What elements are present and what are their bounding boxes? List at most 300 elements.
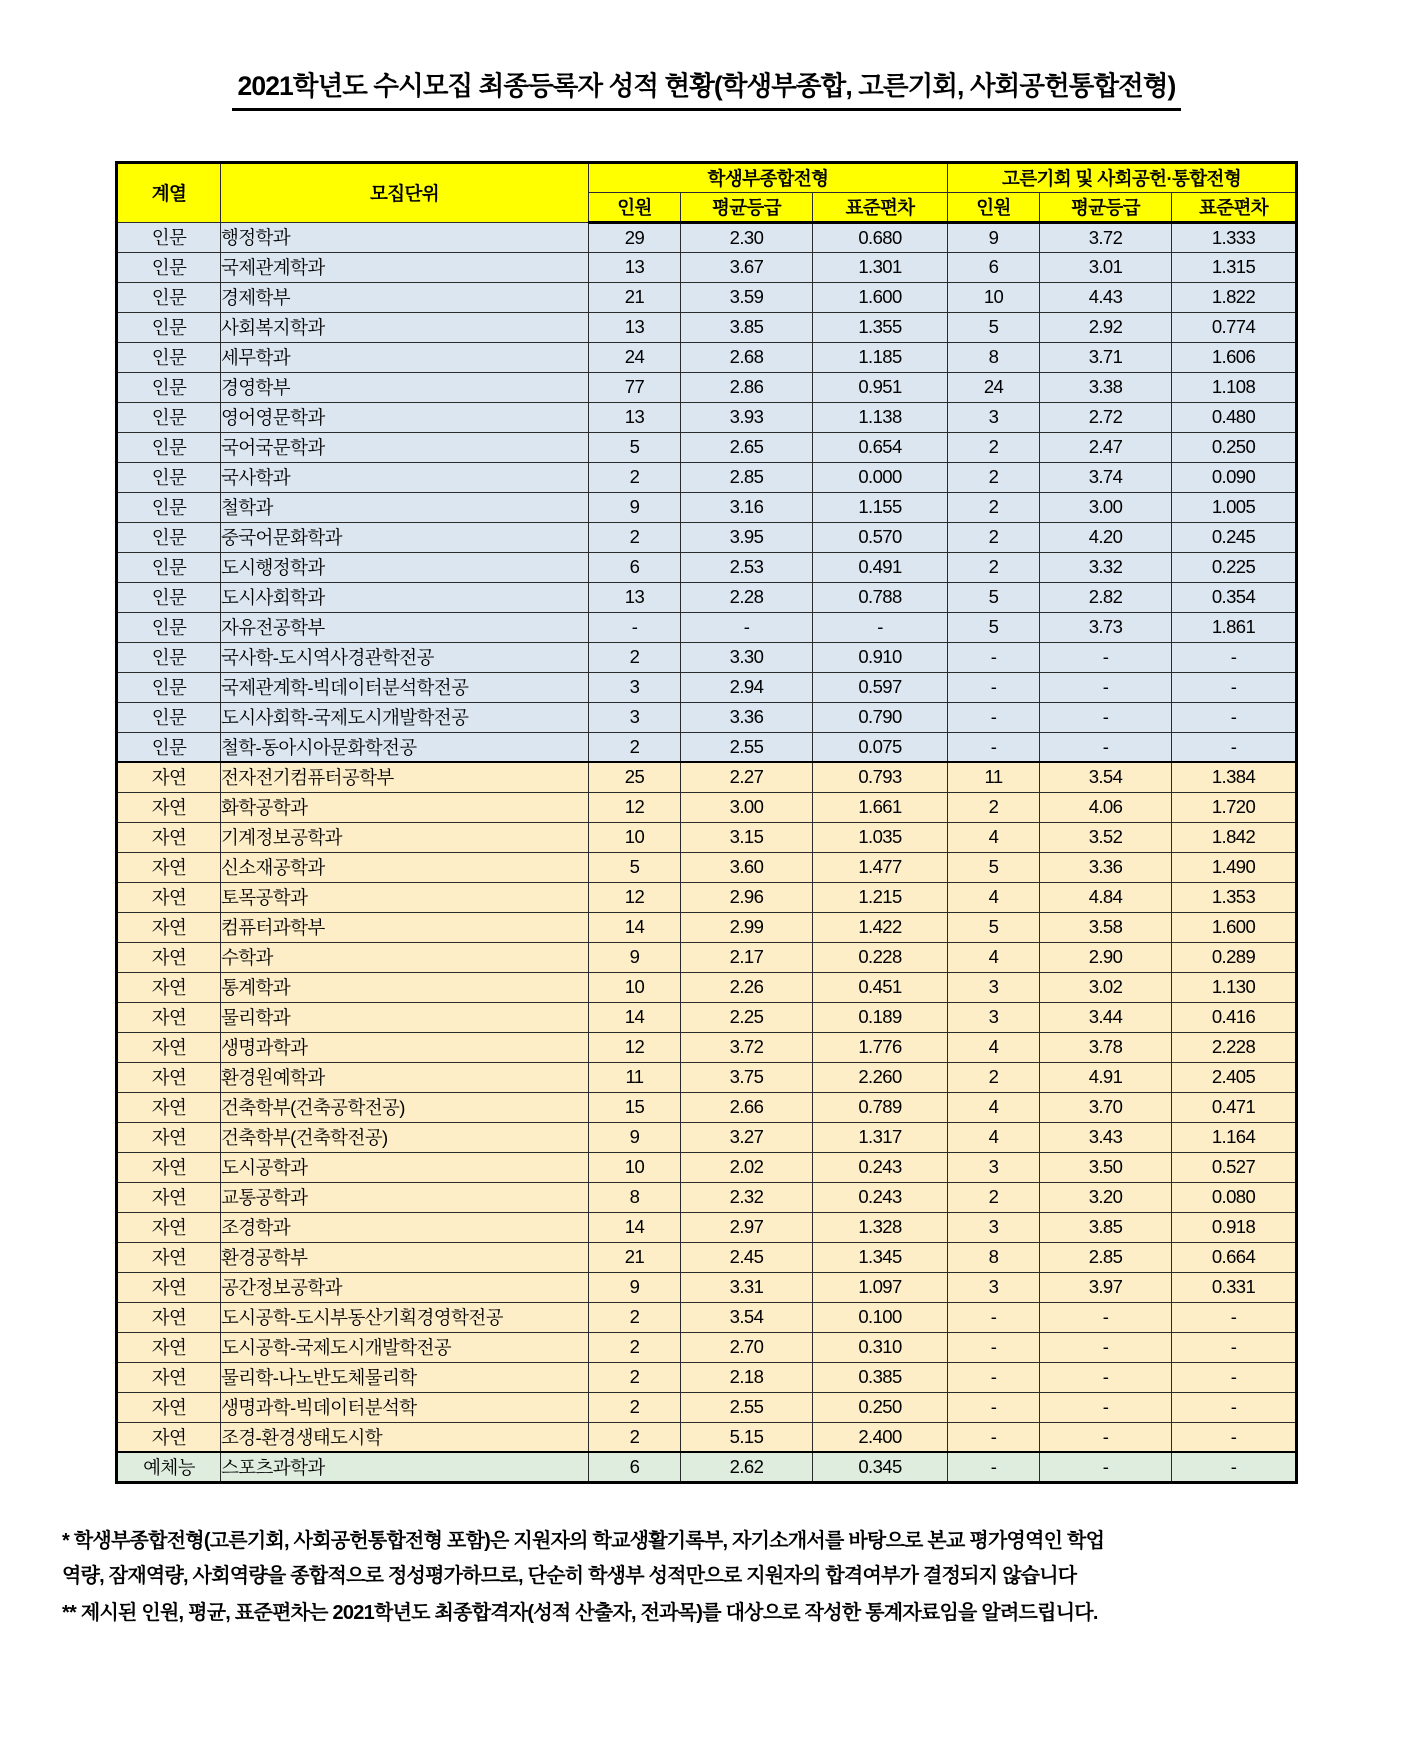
cell-count-a: 13 <box>588 582 680 612</box>
cell-count-a: 6 <box>588 1452 680 1482</box>
cell-sd-b: - <box>1172 1452 1297 1482</box>
cell-gyeyeol: 인문 <box>116 732 220 762</box>
cell-sd-a: 1.355 <box>812 312 947 342</box>
cell-gyeyeol: 자연 <box>116 1002 220 1032</box>
cell-avg-b: 4.20 <box>1040 522 1172 552</box>
cell-sd-a: 0.910 <box>812 642 947 672</box>
cell-sd-b: 1.353 <box>1172 882 1297 912</box>
cell-unit: 영어영문학과 <box>220 402 588 432</box>
cell-count-a: 2 <box>588 1422 680 1452</box>
cell-count-b: 3 <box>948 972 1040 1002</box>
table-row <box>116 312 1296 342</box>
cell-gyeyeol: 인문 <box>116 312 220 342</box>
table-row <box>116 342 1296 372</box>
cell-gyeyeol: 자연 <box>116 1122 220 1152</box>
cell-count-b: - <box>948 1392 1040 1422</box>
cell-count-a: 9 <box>588 492 680 522</box>
table-row <box>116 552 1296 582</box>
footnotes <box>48 1526 1365 1629</box>
table-row <box>116 582 1296 612</box>
cell-sd-b: 1.384 <box>1172 762 1297 792</box>
cell-avg-a: 2.86 <box>680 372 812 402</box>
table-row <box>116 1272 1296 1302</box>
table-row <box>116 1242 1296 1272</box>
cell-count-a: 2 <box>588 462 680 492</box>
cell-count-a: 2 <box>588 1332 680 1362</box>
cell-avg-b: 3.43 <box>1040 1122 1172 1152</box>
cell-avg-b: - <box>1040 642 1172 672</box>
table-row <box>116 1152 1296 1182</box>
cell-sd-a: 0.789 <box>812 1092 947 1122</box>
cell-gyeyeol: 인문 <box>116 372 220 402</box>
cell-count-a: 14 <box>588 1212 680 1242</box>
footnote-line-3: ** 제시된 인원, 평균, 표준편차는 2021학년도 최종합격자(성적 산출자, 전과목)를 대상으로 작성한 통계자료임을 알려드립니다. <box>62 1601 1098 1624</box>
table-row <box>116 402 1296 432</box>
cell-count-b: 2 <box>948 522 1040 552</box>
cell-count-a: 2 <box>588 1362 680 1392</box>
cell-avg-a: 3.93 <box>680 402 812 432</box>
table-row <box>116 492 1296 522</box>
cell-unit: 물리학과 <box>220 1002 588 1032</box>
table-row <box>116 942 1296 972</box>
cell-avg-a: 2.97 <box>680 1212 812 1242</box>
table-row <box>116 1182 1296 1212</box>
cell-sd-b: 1.600 <box>1172 912 1297 942</box>
cell-avg-b: 2.47 <box>1040 432 1172 462</box>
table-row <box>116 432 1296 462</box>
table-row <box>116 822 1296 852</box>
cell-avg-b: 3.78 <box>1040 1032 1172 1062</box>
cell-count-b: 5 <box>948 312 1040 342</box>
cell-sd-b: 0.354 <box>1172 582 1297 612</box>
cell-count-a: 11 <box>588 1062 680 1092</box>
cell-sd-a: 0.680 <box>812 222 947 252</box>
cell-avg-a: 3.00 <box>680 792 812 822</box>
cell-avg-b: - <box>1040 1302 1172 1332</box>
cell-gyeyeol: 인문 <box>116 402 220 432</box>
cell-count-a: 21 <box>588 282 680 312</box>
cell-sd-b: 1.606 <box>1172 342 1297 372</box>
cell-count-a: 12 <box>588 1032 680 1062</box>
cell-unit: 철학-동아시아문화학전공 <box>220 732 588 762</box>
cell-gyeyeol: 예체능 <box>116 1452 220 1482</box>
cell-gyeyeol: 인문 <box>116 702 220 732</box>
cell-count-b: 10 <box>948 282 1040 312</box>
col-group-header-goreungihoe: 고른기회 및 사회공헌·통합전형 <box>948 162 1297 192</box>
cell-avg-a: 2.17 <box>680 942 812 972</box>
cell-sd-b: 1.315 <box>1172 252 1297 282</box>
cell-sd-a: 0.310 <box>812 1332 947 1362</box>
cell-sd-a: 0.075 <box>812 732 947 762</box>
cell-sd-a: 0.570 <box>812 522 947 552</box>
cell-avg-b: 3.58 <box>1040 912 1172 942</box>
cell-gyeyeol: 인문 <box>116 522 220 552</box>
cell-avg-b: 2.90 <box>1040 942 1172 972</box>
cell-count-a: 10 <box>588 972 680 1002</box>
cell-sd-a: 0.250 <box>812 1392 947 1422</box>
cell-avg-b: 4.84 <box>1040 882 1172 912</box>
cell-gyeyeol: 인문 <box>116 342 220 372</box>
cell-count-a: 5 <box>588 432 680 462</box>
cell-avg-a: 2.18 <box>680 1362 812 1392</box>
title-container <box>48 0 1365 129</box>
cell-count-b: 2 <box>948 1182 1040 1212</box>
cell-sd-a: 1.328 <box>812 1212 947 1242</box>
cell-count-a: 2 <box>588 1302 680 1332</box>
cell-count-a: 29 <box>588 222 680 252</box>
cell-avg-a: 3.15 <box>680 822 812 852</box>
cell-sd-a: 1.215 <box>812 882 947 912</box>
cell-avg-a: 2.55 <box>680 732 812 762</box>
cell-avg-a: 2.70 <box>680 1332 812 1362</box>
cell-count-a: 10 <box>588 822 680 852</box>
cell-unit: 세무학과 <box>220 342 588 372</box>
cell-avg-a: 3.31 <box>680 1272 812 1302</box>
table-row <box>116 912 1296 942</box>
cell-avg-b: 3.02 <box>1040 972 1172 1002</box>
cell-avg-a: 2.45 <box>680 1242 812 1272</box>
cell-sd-a: 0.189 <box>812 1002 947 1032</box>
cell-sd-a: 0.100 <box>812 1302 947 1332</box>
cell-unit: 도시사회학-국제도시개발학전공 <box>220 702 588 732</box>
cell-count-b: - <box>948 702 1040 732</box>
col-header-avg-b: 평균등급 <box>1040 192 1172 222</box>
cell-gyeyeol: 인문 <box>116 492 220 522</box>
cell-count-a: 25 <box>588 762 680 792</box>
cell-sd-a: 0.385 <box>812 1362 947 1392</box>
cell-avg-a: 2.68 <box>680 342 812 372</box>
cell-sd-a: 1.776 <box>812 1032 947 1062</box>
cell-unit: 스포츠과학과 <box>220 1452 588 1482</box>
cell-avg-b: 3.72 <box>1040 222 1172 252</box>
cell-avg-a: 2.85 <box>680 462 812 492</box>
cell-unit: 생명과학-빅데이터분석학 <box>220 1392 588 1422</box>
cell-unit: 도시사회학과 <box>220 582 588 612</box>
col-header-count-b: 인원 <box>948 192 1040 222</box>
cell-unit: 경영학부 <box>220 372 588 402</box>
table-row <box>116 1362 1296 1392</box>
table-body <box>116 222 1296 1482</box>
table-row <box>116 642 1296 672</box>
cell-avg-b: 2.85 <box>1040 1242 1172 1272</box>
cell-sd-b: 1.108 <box>1172 372 1297 402</box>
cell-avg-b: 3.85 <box>1040 1212 1172 1242</box>
cell-unit: 건축학부(건축학전공) <box>220 1122 588 1152</box>
cell-avg-b: 3.20 <box>1040 1182 1172 1212</box>
cell-avg-b: - <box>1040 672 1172 702</box>
cell-avg-a: 3.85 <box>680 312 812 342</box>
cell-count-b: 4 <box>948 1032 1040 1062</box>
cell-gyeyeol: 인문 <box>116 462 220 492</box>
cell-count-b: 3 <box>948 1002 1040 1032</box>
cell-sd-a: 2.260 <box>812 1062 947 1092</box>
table-row <box>116 1032 1296 1062</box>
cell-sd-b: 0.416 <box>1172 1002 1297 1032</box>
cell-avg-a: 2.65 <box>680 432 812 462</box>
cell-sd-a: 0.000 <box>812 462 947 492</box>
cell-gyeyeol: 자연 <box>116 1062 220 1092</box>
cell-gyeyeol: 자연 <box>116 1152 220 1182</box>
cell-gyeyeol: 자연 <box>116 1392 220 1422</box>
cell-sd-a: - <box>812 612 947 642</box>
cell-sd-b: 0.289 <box>1172 942 1297 972</box>
cell-count-a: 13 <box>588 402 680 432</box>
cell-count-a: 24 <box>588 342 680 372</box>
cell-avg-a: 3.67 <box>680 252 812 282</box>
cell-sd-b: 0.250 <box>1172 432 1297 462</box>
cell-avg-b: 2.72 <box>1040 402 1172 432</box>
table-row <box>116 1122 1296 1152</box>
cell-gyeyeol: 인문 <box>116 552 220 582</box>
footnote-line-1: * 학생부종합전형(고른기회, 사회공헌통합전형 포함)은 지원자의 학교생활기록부, 자기소개서를 바탕으로 본교 평가영역인 학업 <box>62 1529 1105 1552</box>
cell-avg-a: 2.62 <box>680 1452 812 1482</box>
cell-avg-a: 3.27 <box>680 1122 812 1152</box>
cell-unit: 국사학과 <box>220 462 588 492</box>
table-row <box>116 462 1296 492</box>
col-group-header-haksaengbu: 학생부종합전형 <box>588 162 947 192</box>
cell-count-a: 15 <box>588 1092 680 1122</box>
cell-unit: 철학과 <box>220 492 588 522</box>
table-row <box>116 672 1296 702</box>
cell-avg-b: - <box>1040 1332 1172 1362</box>
cell-count-b: 3 <box>948 402 1040 432</box>
cell-avg-a: 2.28 <box>680 582 812 612</box>
cell-avg-b: - <box>1040 1392 1172 1422</box>
cell-avg-a: 2.94 <box>680 672 812 702</box>
cell-avg-b: 3.73 <box>1040 612 1172 642</box>
cell-sd-b: 1.164 <box>1172 1122 1297 1152</box>
cell-gyeyeol: 자연 <box>116 792 220 822</box>
cell-avg-b: 4.43 <box>1040 282 1172 312</box>
cell-count-b: 2 <box>948 792 1040 822</box>
cell-avg-a: 3.60 <box>680 852 812 882</box>
cell-sd-b: - <box>1172 1422 1297 1452</box>
cell-gyeyeol: 인문 <box>116 642 220 672</box>
col-header-sd-b: 표준편차 <box>1172 192 1297 222</box>
cell-sd-a: 1.138 <box>812 402 947 432</box>
cell-unit: 환경원예학과 <box>220 1062 588 1092</box>
cell-count-a: 9 <box>588 1122 680 1152</box>
cell-gyeyeol: 자연 <box>116 822 220 852</box>
cell-avg-a: 2.96 <box>680 882 812 912</box>
table-row <box>116 612 1296 642</box>
cell-sd-a: 0.597 <box>812 672 947 702</box>
cell-sd-b: 0.090 <box>1172 462 1297 492</box>
cell-unit: 도시공학과 <box>220 1152 588 1182</box>
cell-avg-a: 5.15 <box>680 1422 812 1452</box>
col-header-gyeyeol: 계열 <box>116 162 220 222</box>
cell-avg-a: 2.99 <box>680 912 812 942</box>
cell-sd-a: 1.345 <box>812 1242 947 1272</box>
cell-gyeyeol: 자연 <box>116 1092 220 1122</box>
table-row <box>116 792 1296 822</box>
cell-sd-b: 1.130 <box>1172 972 1297 1002</box>
cell-avg-b: 3.71 <box>1040 342 1172 372</box>
cell-count-b: 4 <box>948 882 1040 912</box>
cell-unit: 생명과학과 <box>220 1032 588 1062</box>
cell-unit: 국제관계학-빅데이터분석학전공 <box>220 672 588 702</box>
grades-table-container <box>48 161 1365 1484</box>
cell-unit: 중국어문화학과 <box>220 522 588 552</box>
table-row <box>116 222 1296 252</box>
cell-sd-b: 1.861 <box>1172 612 1297 642</box>
cell-avg-b: 3.01 <box>1040 252 1172 282</box>
cell-count-b: 24 <box>948 372 1040 402</box>
table-row <box>116 1452 1296 1482</box>
cell-sd-a: 1.600 <box>812 282 947 312</box>
cell-sd-b: 0.245 <box>1172 522 1297 552</box>
cell-count-a: 12 <box>588 792 680 822</box>
cell-avg-a: 2.02 <box>680 1152 812 1182</box>
cell-avg-b: 3.52 <box>1040 822 1172 852</box>
cell-avg-b: 3.44 <box>1040 1002 1172 1032</box>
cell-gyeyeol: 인문 <box>116 222 220 252</box>
table-row <box>116 1002 1296 1032</box>
cell-gyeyeol: 자연 <box>116 1182 220 1212</box>
cell-avg-a: 3.54 <box>680 1302 812 1332</box>
cell-unit: 컴퓨터과학부 <box>220 912 588 942</box>
cell-sd-a: 0.790 <box>812 702 947 732</box>
cell-count-a: 2 <box>588 1392 680 1422</box>
table-row <box>116 702 1296 732</box>
header-row-group <box>116 162 1296 192</box>
table-row <box>116 252 1296 282</box>
cell-gyeyeol: 인문 <box>116 252 220 282</box>
cell-avg-a: 2.26 <box>680 972 812 1002</box>
cell-avg-a: 2.66 <box>680 1092 812 1122</box>
cell-avg-b: 4.91 <box>1040 1062 1172 1092</box>
cell-count-b: - <box>948 1362 1040 1392</box>
table-row <box>116 972 1296 1002</box>
cell-gyeyeol: 인문 <box>116 582 220 612</box>
cell-avg-a: 2.53 <box>680 552 812 582</box>
cell-sd-b: 0.527 <box>1172 1152 1297 1182</box>
cell-sd-a: 0.345 <box>812 1452 947 1482</box>
cell-sd-a: 1.422 <box>812 912 947 942</box>
cell-gyeyeol: 자연 <box>116 1422 220 1452</box>
cell-unit: 통계학과 <box>220 972 588 1002</box>
cell-avg-b: 2.92 <box>1040 312 1172 342</box>
table-row <box>116 1332 1296 1362</box>
cell-count-b: 4 <box>948 1122 1040 1152</box>
cell-avg-a: 3.16 <box>680 492 812 522</box>
cell-sd-b: - <box>1172 1362 1297 1392</box>
cell-avg-a: 2.25 <box>680 1002 812 1032</box>
cell-count-a: 8 <box>588 1182 680 1212</box>
cell-sd-a: 1.185 <box>812 342 947 372</box>
cell-sd-b: - <box>1172 1302 1297 1332</box>
cell-unit: 도시공학-국제도시개발학전공 <box>220 1332 588 1362</box>
cell-count-b: 4 <box>948 822 1040 852</box>
cell-sd-a: 1.155 <box>812 492 947 522</box>
table-row <box>116 732 1296 762</box>
cell-sd-a: 2.400 <box>812 1422 947 1452</box>
cell-sd-b: 0.664 <box>1172 1242 1297 1272</box>
table-row <box>116 1392 1296 1422</box>
cell-gyeyeol: 자연 <box>116 762 220 792</box>
col-header-unit: 모집단위 <box>220 162 588 222</box>
cell-unit: 도시행정학과 <box>220 552 588 582</box>
cell-count-a: 9 <box>588 942 680 972</box>
cell-unit: 경제학부 <box>220 282 588 312</box>
cell-count-b: 5 <box>948 612 1040 642</box>
cell-unit: 조경-환경생태도시학 <box>220 1422 588 1452</box>
cell-gyeyeol: 자연 <box>116 1362 220 1392</box>
cell-count-a: 14 <box>588 912 680 942</box>
cell-count-a: 21 <box>588 1242 680 1272</box>
cell-avg-b: 3.54 <box>1040 762 1172 792</box>
cell-count-b: 5 <box>948 582 1040 612</box>
cell-sd-b: 2.405 <box>1172 1062 1297 1092</box>
cell-count-a: 3 <box>588 702 680 732</box>
cell-unit: 도시공학-도시부동산기획경영학전공 <box>220 1302 588 1332</box>
cell-unit: 신소재공학과 <box>220 852 588 882</box>
cell-sd-b: 0.225 <box>1172 552 1297 582</box>
cell-sd-b: 2.228 <box>1172 1032 1297 1062</box>
cell-unit: 기계정보공학과 <box>220 822 588 852</box>
table-row <box>116 1092 1296 1122</box>
cell-unit: 건축학부(건축공학전공) <box>220 1092 588 1122</box>
cell-count-a: 2 <box>588 642 680 672</box>
cell-avg-a: 3.95 <box>680 522 812 552</box>
cell-avg-a: 2.27 <box>680 762 812 792</box>
cell-gyeyeol: 자연 <box>116 1332 220 1362</box>
cell-gyeyeol: 자연 <box>116 912 220 942</box>
cell-sd-b: 1.842 <box>1172 822 1297 852</box>
cell-unit: 국제관계학과 <box>220 252 588 282</box>
cell-sd-b: - <box>1172 672 1297 702</box>
cell-sd-b: 1.822 <box>1172 282 1297 312</box>
cell-sd-b: 0.480 <box>1172 402 1297 432</box>
cell-count-b: 2 <box>948 462 1040 492</box>
table-header <box>116 162 1296 222</box>
cell-count-b: 2 <box>948 492 1040 522</box>
cell-gyeyeol: 인문 <box>116 282 220 312</box>
cell-sd-a: 1.477 <box>812 852 947 882</box>
footnote-line-2: 역량, 잠재역량, 사회역량을 종합적으로 정성평가하므로, 단순히 학생부 성적만으로 지원자의 합격여부가 결정되지 않습니다 <box>62 1564 1077 1587</box>
cell-avg-b: - <box>1040 702 1172 732</box>
cell-count-b: 9 <box>948 222 1040 252</box>
cell-count-a: 14 <box>588 1002 680 1032</box>
cell-unit: 국사학-도시역사경관학전공 <box>220 642 588 672</box>
cell-gyeyeol: 자연 <box>116 852 220 882</box>
cell-avg-a: 3.30 <box>680 642 812 672</box>
cell-unit: 수학과 <box>220 942 588 972</box>
cell-count-a: 77 <box>588 372 680 402</box>
cell-sd-b: 1.005 <box>1172 492 1297 522</box>
cell-count-b: 3 <box>948 1272 1040 1302</box>
cell-gyeyeol: 자연 <box>116 972 220 1002</box>
cell-sd-a: 0.451 <box>812 972 947 1002</box>
table-row <box>116 372 1296 402</box>
cell-count-b: 2 <box>948 1062 1040 1092</box>
cell-unit: 사회복지학과 <box>220 312 588 342</box>
cell-count-a: 2 <box>588 522 680 552</box>
cell-sd-b: 0.331 <box>1172 1272 1297 1302</box>
cell-unit: 교통공학과 <box>220 1182 588 1212</box>
cell-count-b: - <box>948 1452 1040 1482</box>
cell-avg-a: 3.36 <box>680 702 812 732</box>
cell-sd-a: 1.097 <box>812 1272 947 1302</box>
table-row <box>116 762 1296 792</box>
cell-sd-a: 1.301 <box>812 252 947 282</box>
cell-unit: 물리학-나노반도체물리학 <box>220 1362 588 1392</box>
cell-gyeyeol: 자연 <box>116 1242 220 1272</box>
cell-sd-b: 1.333 <box>1172 222 1297 252</box>
page-title: 2021학년도 수시모집 최종등록자 성적 현황(학생부종합, 고른기회, 사회공헌통합전형) <box>232 64 1182 111</box>
grades-table <box>115 161 1298 1484</box>
cell-count-b: 2 <box>948 552 1040 582</box>
